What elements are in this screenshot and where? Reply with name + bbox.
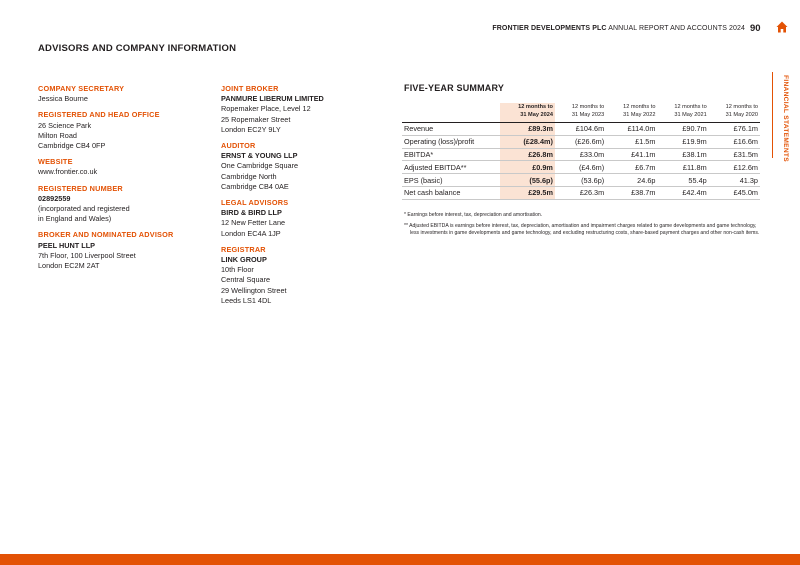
table-cell: (£4.6m)	[555, 161, 606, 174]
section-line: One Cambridge Square	[221, 161, 299, 171]
header-company: FRONTIER DEVELOPMENTS PLC	[492, 25, 607, 32]
table-cell: (55.6p)	[500, 174, 555, 187]
section-heading: LEGAL ADVISORS	[221, 198, 289, 208]
side-tab[interactable]	[782, 75, 796, 162]
section-heading: REGISTERED NUMBER	[38, 183, 123, 193]
side-tab-label: FINANCIAL STATEMENTS	[782, 75, 789, 162]
row-label: Net cash balance	[402, 186, 500, 199]
running-header	[492, 25, 745, 32]
section-line: (incorporated and registered	[38, 204, 130, 214]
section-line: London EC4A 1JP	[221, 228, 281, 238]
section-line: PANMURE LIBERUM LIMITED	[221, 94, 324, 104]
row-label: EPS (basic)	[402, 174, 500, 187]
left-column	[38, 84, 213, 271]
table-row	[402, 123, 760, 136]
table-cell: £19.9m	[657, 135, 708, 148]
table-corner	[402, 103, 500, 123]
info-section	[221, 198, 391, 245]
section-line: www.frontier.co.uk	[38, 167, 98, 177]
five-year-summary-table	[402, 103, 760, 200]
section-line: 02892559	[38, 193, 71, 203]
section-heading: BROKER AND NOMINATED ADVISOR	[38, 230, 174, 240]
period-header	[657, 103, 708, 123]
period-date: 31 May 2021	[674, 112, 707, 118]
middle-column	[221, 84, 391, 306]
table-cell: £89.3m	[500, 123, 555, 136]
info-section	[221, 245, 391, 306]
period-header	[500, 103, 555, 123]
section-line: PEEL HUNT LLP	[38, 240, 96, 250]
table-cell: £38.7m	[606, 186, 657, 199]
home-icon[interactable]	[776, 21, 788, 33]
table-cell: £45.0m	[709, 186, 760, 199]
section-line: 12 New Fetter Lane	[221, 218, 286, 228]
period-header	[606, 103, 657, 123]
section-line: Ropemaker Place, Level 12	[221, 104, 311, 114]
table-cell: £1.5m	[606, 135, 657, 148]
period-label: 12 months to	[518, 104, 553, 110]
section-line: Central Square	[221, 275, 271, 285]
table-cell: (£28.4m)	[500, 135, 555, 148]
footnotes	[404, 212, 760, 238]
info-section	[38, 84, 213, 110]
table-cell: £0.9m	[500, 161, 555, 174]
section-heading: WEBSITE	[38, 157, 73, 167]
side-tab-divider	[772, 72, 773, 158]
table-row	[402, 135, 760, 148]
table-cell: £26.3m	[555, 186, 606, 199]
table-row	[402, 148, 760, 161]
table-cell: £104.6m	[555, 123, 606, 136]
table-row	[402, 186, 760, 199]
section-line: 29 Wellington Street	[221, 285, 287, 295]
row-label: Operating (loss)/profit	[402, 135, 500, 148]
table-cell: 24.6p	[606, 174, 657, 187]
period-header	[709, 103, 760, 123]
table-cell: £42.4m	[657, 186, 708, 199]
table-cell: £114.0m	[606, 123, 657, 136]
section-line: Cambridge North	[221, 171, 277, 181]
section-line: Leeds LS1 4DL	[221, 295, 272, 305]
section-heading: REGISTRAR	[221, 244, 266, 254]
section-line: Cambridge CB4 0AE	[221, 181, 289, 191]
section-line: 25 Ropemaker Street	[221, 114, 291, 124]
table-row	[402, 174, 760, 187]
section-heading: AUDITOR	[221, 141, 256, 151]
section-heading: JOINT BROKER	[221, 84, 279, 93]
info-section	[38, 184, 213, 231]
row-label: Adjusted EBITDA**	[402, 161, 500, 174]
table-cell: £33.0m	[555, 148, 606, 161]
page-title: ADVISORS AND COMPANY INFORMATION	[38, 43, 237, 54]
table-cell: (£26.6m)	[555, 135, 606, 148]
period-date: 31 May 2022	[623, 112, 656, 118]
period-label: 12 months to	[674, 104, 707, 110]
period-label: 12 months to	[623, 104, 656, 110]
section-line: 10th Floor	[221, 265, 254, 275]
info-section	[221, 84, 391, 141]
period-date: 31 May 2024	[520, 112, 553, 118]
table-cell: £38.1m	[657, 148, 708, 161]
table-cell: £41.1m	[606, 148, 657, 161]
section-line: in England and Wales)	[38, 214, 112, 224]
section-line: ERNST & YOUNG LLP	[221, 151, 298, 161]
period-label: 12 months to	[725, 104, 758, 110]
section-line: LINK GROUP	[221, 255, 267, 265]
table-cell: 55.4p	[657, 174, 708, 187]
table-cell: 41.3p	[709, 174, 760, 187]
header-report: ANNUAL REPORT AND ACCOUNTS 2024	[608, 25, 745, 32]
section-line: 26 Science Park	[38, 120, 92, 130]
table-cell: £6.7m	[606, 161, 657, 174]
section-line: Cambridge CB4 0FP	[38, 141, 106, 151]
table-cell: £12.6m	[709, 161, 760, 174]
table-cell: £16.6m	[709, 135, 760, 148]
page-number: 90	[750, 23, 761, 34]
section-line: 7th Floor, 100 Liverpool Street	[38, 250, 136, 260]
info-section	[38, 157, 213, 183]
section-line: London EC2M 2AT	[38, 261, 100, 271]
section-heading: REGISTERED AND HEAD OFFICE	[38, 110, 160, 120]
five-year-summary-title: FIVE-YEAR SUMMARY	[404, 83, 505, 93]
section-heading: COMPANY SECRETARY	[38, 84, 125, 93]
table-cell: £26.8m	[500, 148, 555, 161]
table-cell: (53.6p)	[555, 174, 606, 187]
table-cell: £76.1m	[709, 123, 760, 136]
row-label: EBITDA*	[402, 148, 500, 161]
info-section	[38, 230, 213, 271]
footnote-ebitda: * Earnings before interest, tax, depreciation and amortisation.	[404, 212, 543, 218]
section-line: Jessica Bourne	[38, 94, 88, 104]
period-date: 31 May 2020	[725, 112, 758, 118]
period-label: 12 months to	[571, 104, 605, 110]
period-date: 31 May 2023	[571, 112, 605, 118]
table-cell: £90.7m	[657, 123, 708, 136]
section-line: Milton Road	[38, 130, 77, 140]
info-section	[38, 110, 213, 157]
info-section	[221, 141, 391, 198]
section-line: London EC2Y 9LY	[221, 124, 281, 134]
table-row	[402, 161, 760, 174]
footer-bar	[0, 554, 800, 565]
table-cell: £11.8m	[657, 161, 708, 174]
footnote-adjusted-ebitda: ** Adjusted EBITDA is earnings before interest, tax, depreciation, amortisation and impairment charges related to game developments and game technology, less investments in game developments and game technology, and excluding restructuring costs, share-based payment charges and other non-cash items.	[404, 222, 760, 237]
table-cell: £31.5m	[709, 148, 760, 161]
section-line: BIRD & BIRD LLP	[221, 208, 282, 218]
table-cell: £29.5m	[500, 186, 555, 199]
period-header	[555, 103, 606, 123]
row-label: Revenue	[402, 123, 500, 136]
